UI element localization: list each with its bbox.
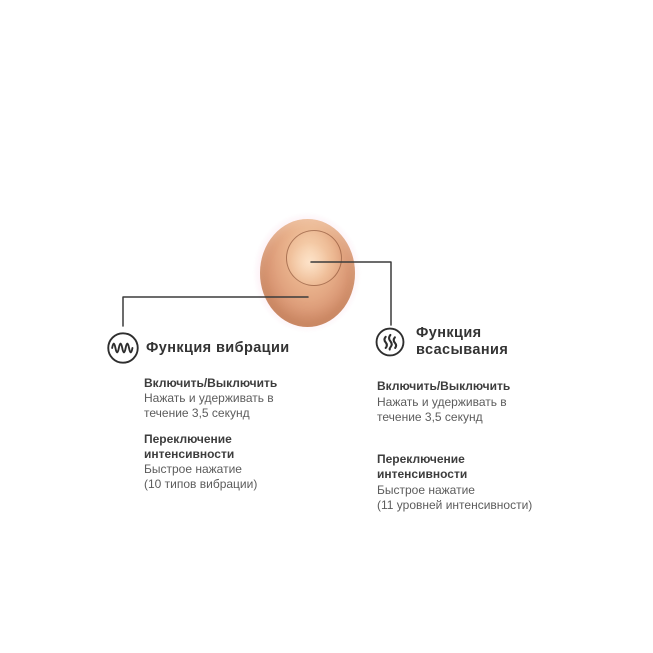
suction-waves-icon bbox=[374, 326, 406, 358]
vibration-intensity-heading-line1: Переключение bbox=[144, 432, 232, 446]
vibration-onoff-body-line1: Нажать и удерживать в bbox=[144, 391, 274, 405]
suction-intensity-body-line2: (11 уровней интенсивности) bbox=[377, 498, 533, 512]
suction-onoff-body-line1: Нажать и удерживать в bbox=[377, 394, 507, 409]
suction-function-title bbox=[416, 325, 508, 359]
suction-title-line1: Функция bbox=[416, 325, 482, 341]
vibration-intensity-section bbox=[144, 432, 314, 492]
vibration-onoff-body-line2: течение 3,5 секунд bbox=[144, 406, 250, 420]
suction-onoff-heading: Включить/Выключить bbox=[377, 379, 511, 393]
suction-intensity-heading-line2: интенсивности bbox=[377, 467, 468, 481]
vibration-intensity-body-line1: Быстрое нажатие bbox=[144, 462, 242, 476]
suction-instructions bbox=[377, 379, 567, 514]
vibration-intensity-body-line2: (10 типов вибрации) bbox=[144, 477, 258, 491]
device-button bbox=[286, 230, 342, 286]
vibration-intensity-heading-line2: интенсивности bbox=[144, 447, 235, 461]
suction-intensity-heading-line1: Переключение bbox=[377, 451, 465, 466]
suction-intensity-body-line1: Быстрое нажатие bbox=[377, 482, 475, 497]
sine-wave-icon bbox=[106, 331, 140, 365]
vibration-instructions bbox=[144, 376, 314, 492]
suction-title-line2: всасывания bbox=[416, 342, 509, 358]
suction-intensity-section bbox=[377, 452, 567, 514]
suction-onoff-body-line2: течение 3,5 секунд bbox=[377, 410, 483, 424]
vibration-onoff-heading: Включить/Выключить bbox=[144, 376, 278, 390]
vibration-function-title: Функция вибрации bbox=[146, 340, 290, 356]
vibration-onoff-section bbox=[144, 376, 314, 421]
suction-onoff-section bbox=[377, 379, 567, 426]
